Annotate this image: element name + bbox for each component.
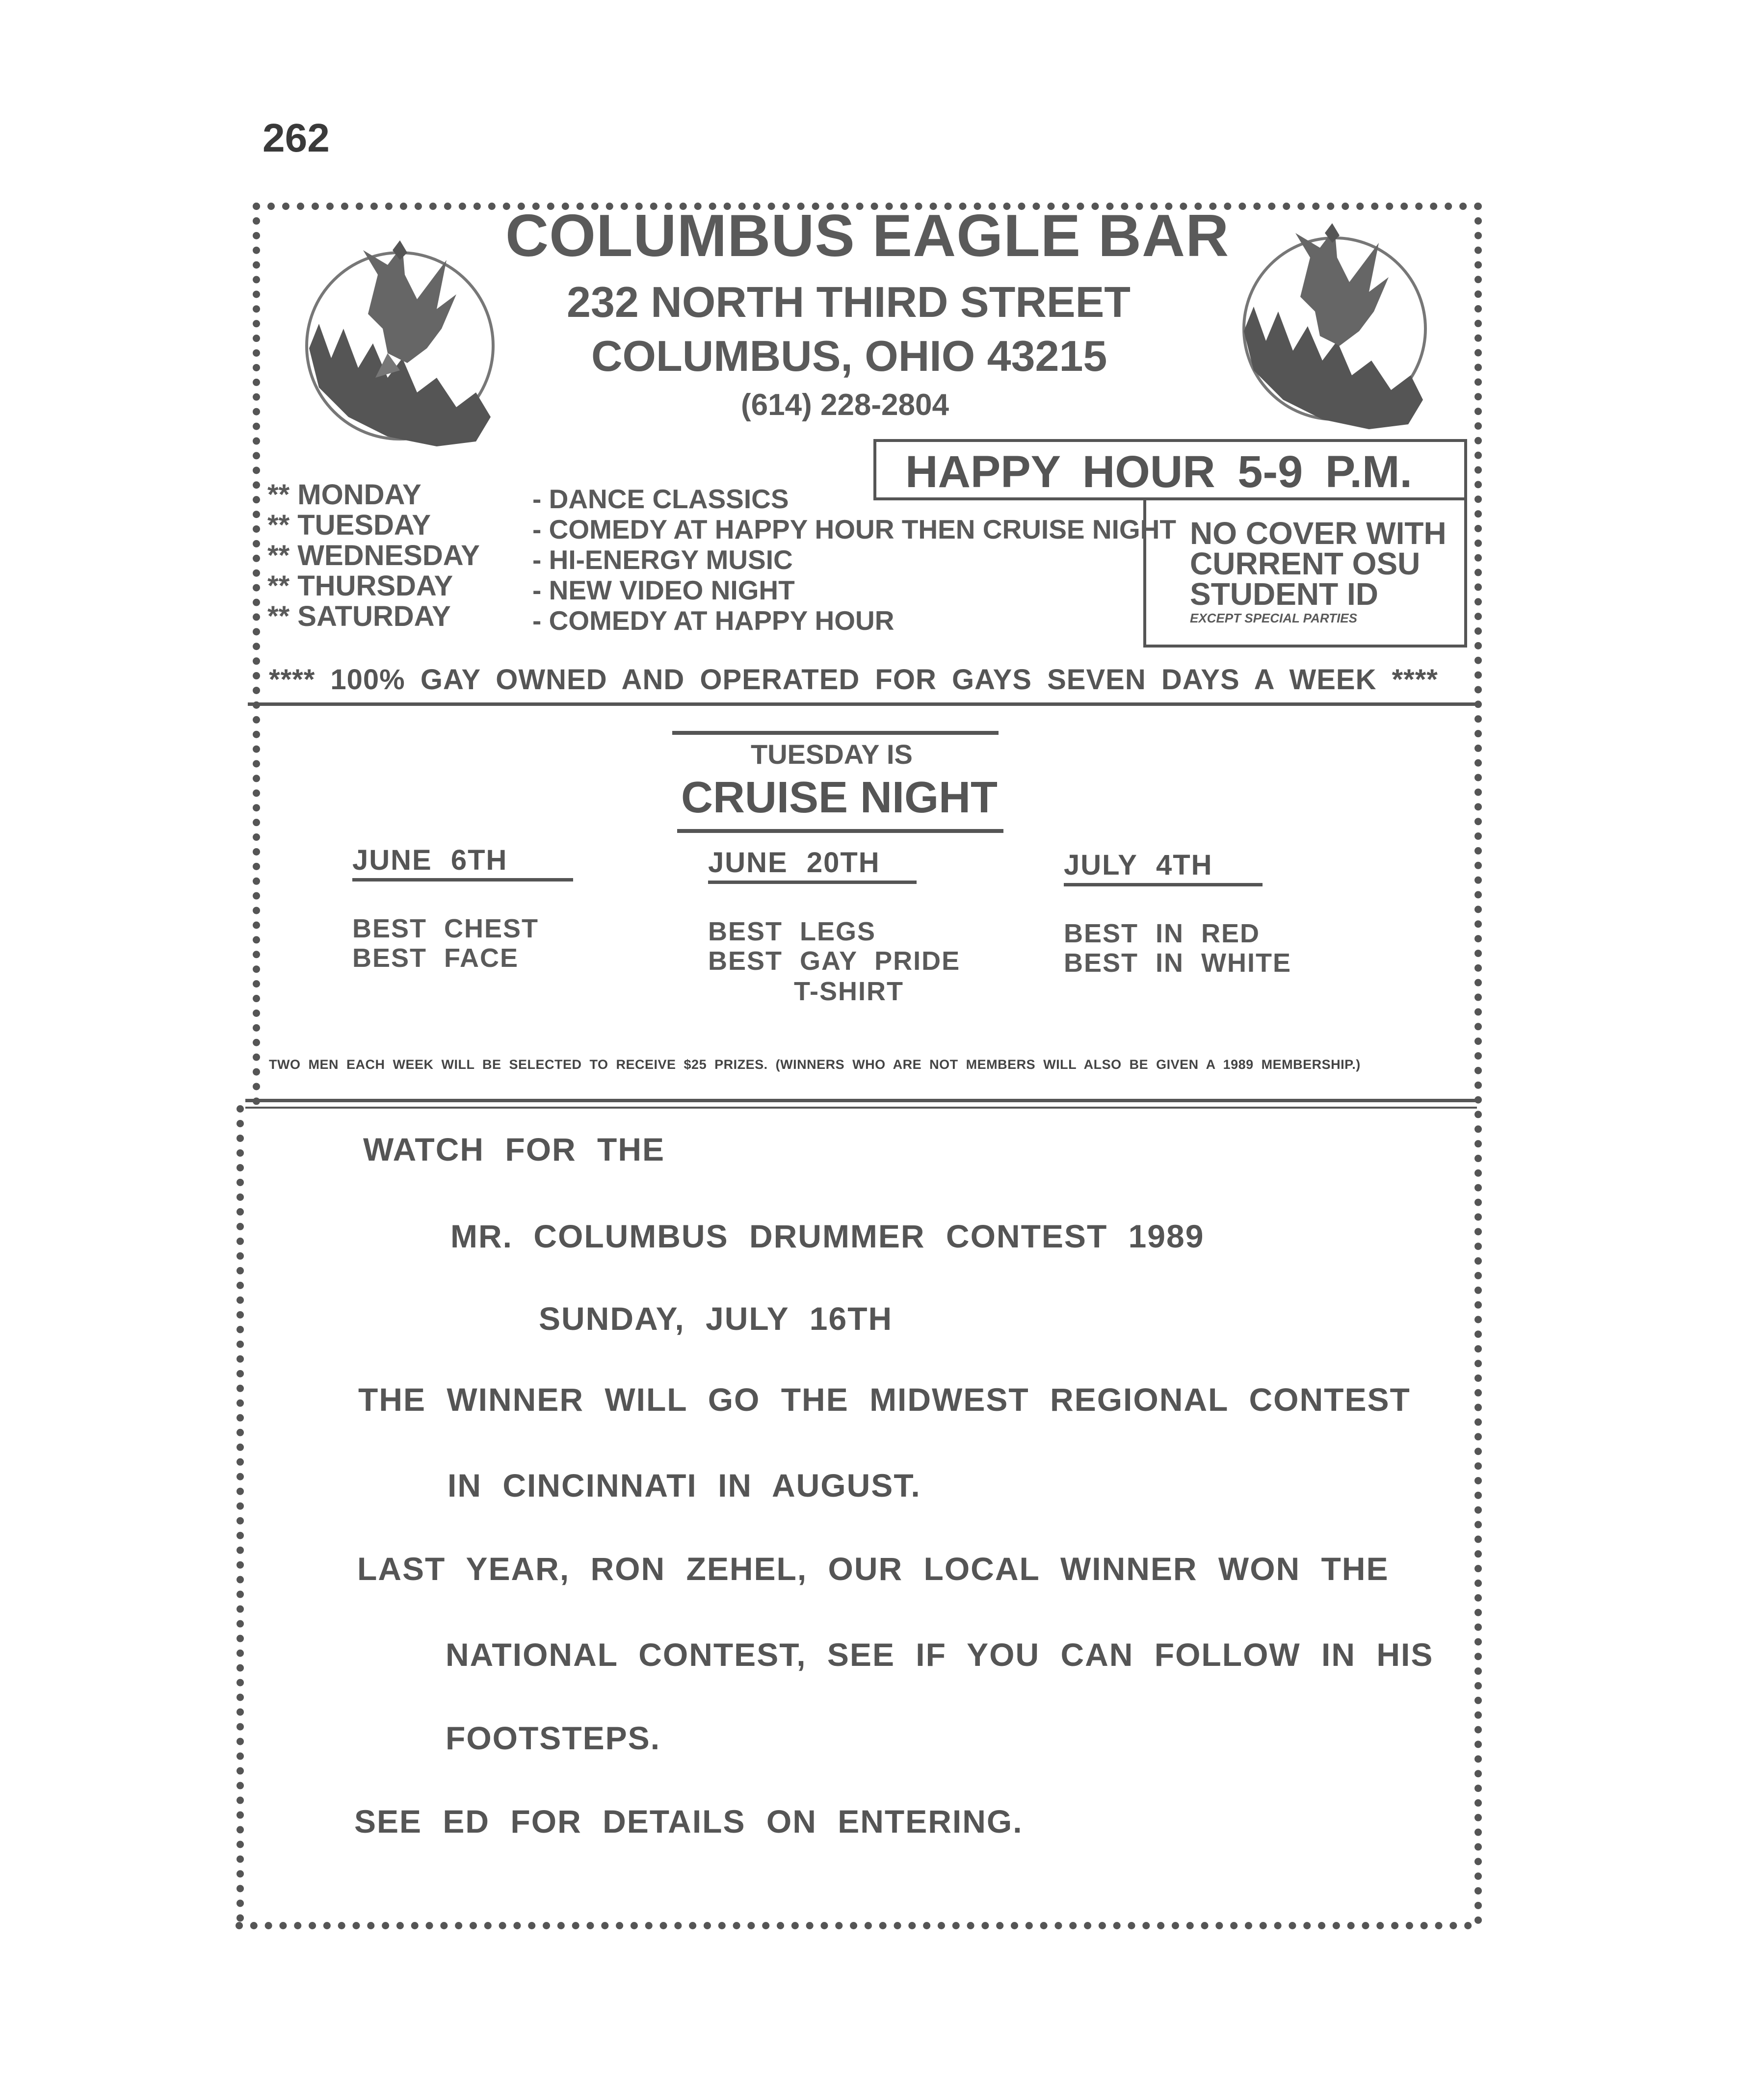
schedule-event: - NEW VIDEO NIGHT xyxy=(532,575,795,605)
cruise-award: BEST IN RED xyxy=(1064,919,1261,948)
cruise-award: BEST CHEST xyxy=(352,914,539,943)
schedule-event: - COMEDY AT HAPPY HOUR xyxy=(532,605,895,636)
contest-line: MR. COLUMBUS DRUMMER CONTEST 1989 xyxy=(450,1218,1205,1254)
border-left xyxy=(253,203,260,1105)
separator-2 xyxy=(245,1099,1477,1102)
street-address: 232 NORTH THIRD STREET xyxy=(567,278,1131,326)
happy-hour-text: HAPPY HOUR 5-9 P.M. xyxy=(905,447,1413,497)
cruise-award: BEST IN WHITE xyxy=(1064,948,1291,978)
contest-line: WATCH FOR THE xyxy=(363,1131,665,1167)
schedule-day: ** SATURDAY xyxy=(267,600,451,632)
contest-line: NATIONAL CONTEST, SEE IF YOU CAN FOLLOW IN HIS xyxy=(446,1636,1434,1673)
schedule-event: - DANCE CLASSICS xyxy=(532,484,789,514)
eagle-logo-right-icon xyxy=(1227,218,1438,449)
eagle-logo-left-icon xyxy=(290,231,500,461)
border-right xyxy=(1474,203,1482,1924)
cruise-date-underline xyxy=(708,881,917,884)
schedule-day: ** THURSDAY xyxy=(267,570,453,602)
cruise-date: JUNE 6TH xyxy=(352,844,508,876)
city-address: COLUMBUS, OHIO 43215 xyxy=(591,332,1107,380)
no-cover-line-1: NO COVER WITH xyxy=(1190,516,1447,551)
cruise-heading-rule-bottom xyxy=(677,829,1003,833)
contest-line: LAST YEAR, RON ZEHEL, OUR LOCAL WINNER WON THE xyxy=(357,1551,1389,1587)
contest-line: SUNDAY, JULY 16TH xyxy=(539,1300,893,1337)
contest-line: THE WINNER WILL GO THE MIDWEST REGIONAL CONTEST xyxy=(358,1381,1411,1418)
separator-2b xyxy=(245,1107,1477,1109)
cruise-date-underline xyxy=(352,878,573,881)
phone-number: (614) 228-2804 xyxy=(741,388,949,422)
border-left-lower xyxy=(237,1105,244,1922)
cruise-award: BEST LEGS xyxy=(708,917,876,946)
contest-line: IN CINCINNATI IN AUGUST. xyxy=(447,1467,921,1504)
schedule-day: ** WEDNESDAY xyxy=(267,540,480,571)
schedule-day: ** TUESDAY xyxy=(267,509,431,541)
cruise-date: JUNE 20TH xyxy=(708,847,880,879)
schedule-event: - COMEDY AT HAPPY HOUR THEN CRUISE NIGHT xyxy=(532,514,1176,544)
schedule-event: - HI-ENERGY MUSIC xyxy=(532,544,793,575)
schedule-day: ** MONDAY xyxy=(267,479,421,511)
contest-line: FOOTSTEPS. xyxy=(446,1720,661,1756)
cruise-award: BEST GAY PRIDE xyxy=(708,946,961,976)
bar-title: COLUMBUS EAGLE BAR xyxy=(505,202,1230,269)
separator-1 xyxy=(248,702,1479,706)
cruise-heading-rule-top xyxy=(672,731,999,735)
page-number: 262 xyxy=(263,116,330,160)
no-cover-note: EXCEPT SPECIAL PARTIES xyxy=(1190,611,1357,625)
cruise-award: T-SHIRT xyxy=(794,977,904,1006)
cruise-heading-large: CRUISE NIGHT xyxy=(681,773,998,822)
no-cover-line-2: CURRENT OSU xyxy=(1190,546,1421,581)
cruise-award: BEST FACE xyxy=(352,943,519,973)
no-cover-line-3: STUDENT ID xyxy=(1190,576,1378,612)
contest-line: SEE ED FOR DETAILS ON ENTERING. xyxy=(354,1803,1023,1840)
border-bottom xyxy=(236,1922,1472,1929)
gay-owned-banner: **** 100% GAY OWNED AND OPERATED FOR GAYS SEVEN DAYS A WEEK **** xyxy=(269,664,1438,696)
prizes-note: TWO MEN EACH WEEK WILL BE SELECTED TO RECEIVE $25 PRIZES. (WINNERS WHO ARE NOT MEMBERS WILL ALSO BE GIVEN A 1989 MEMBERSHIP.) xyxy=(269,1057,1361,1072)
cruise-heading-small: TUESDAY IS xyxy=(751,739,913,770)
cruise-date-underline xyxy=(1064,883,1263,886)
cruise-date: JULY 4TH xyxy=(1064,849,1213,881)
